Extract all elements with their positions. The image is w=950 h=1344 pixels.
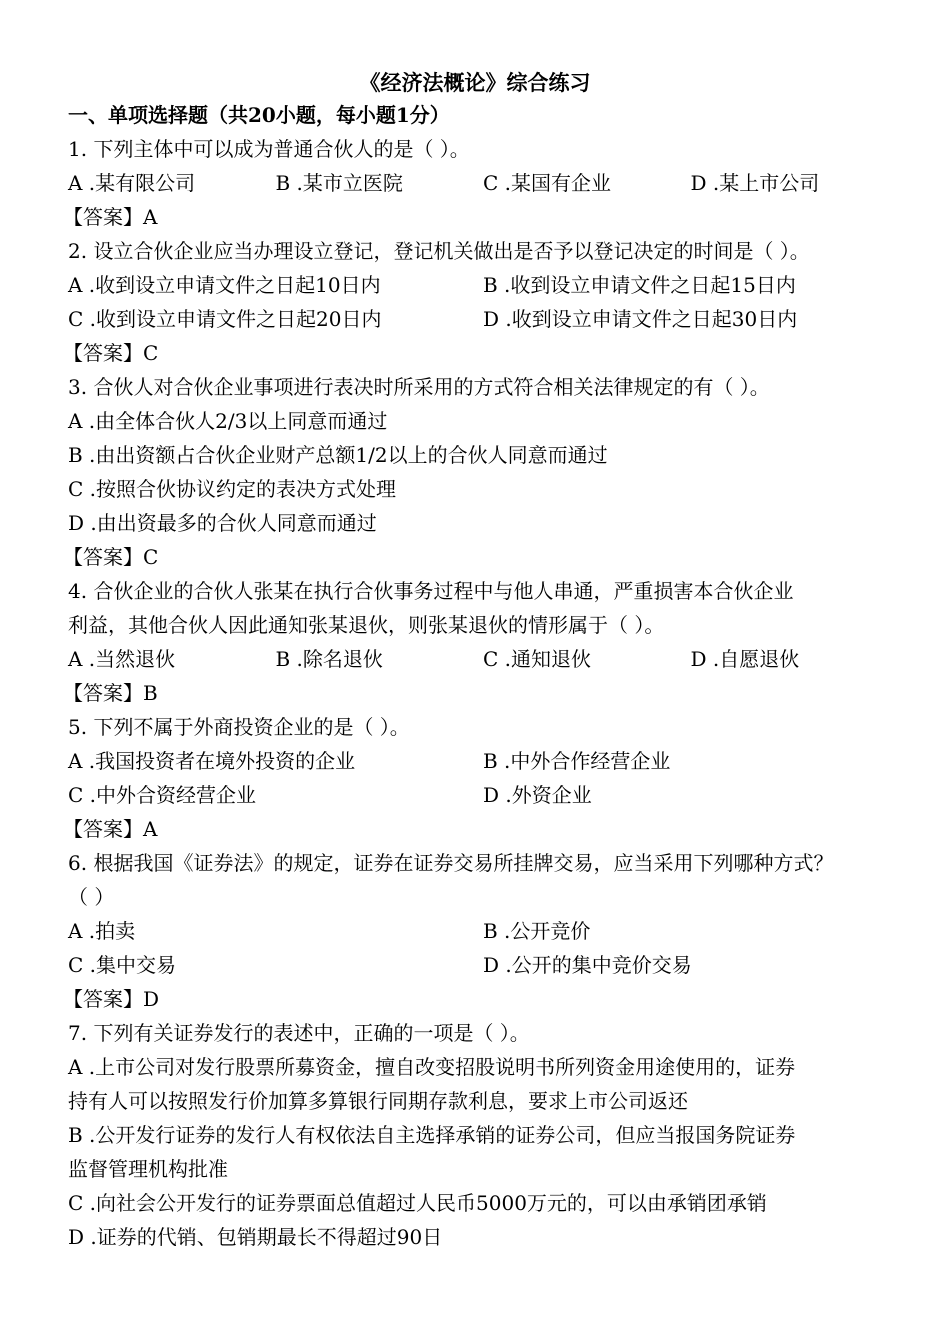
question-1-answer: 【答案】A [63,205,158,229]
option-a: A .收到设立申请文件之日起10日内 [68,273,381,297]
option-a: A .拍卖 [68,919,136,943]
question-2-answer: 【答案】C [63,341,159,365]
option-d: D .收到设立申请文件之日起30日内 [483,307,798,331]
option-b-line-1: B .公开发行证券的发行人有权依法自主选择承销的证券公司，但应当报国务院证券 [68,1123,796,1147]
question-5-options-row-2 [68,778,898,812]
question-5-stem: 5. 下列不属于外商投资企业的是（ ）。 [68,715,410,739]
option-c: C .收到设立申请文件之日起20日内 [68,307,382,331]
question-5-answer: 【答案】A [63,817,158,841]
option-a: A .某有限公司 [68,171,196,195]
question-6-options-row-1 [68,914,898,948]
question-3-answer: 【答案】C [63,545,159,569]
question-6-answer: 【答案】D [63,987,160,1011]
option-b: B .收到设立申请文件之日起15日内 [483,273,796,297]
option-b: B .公开竞价 [483,919,591,943]
question-3-stem: 3. 合伙人对合伙企业事项进行表决时所采用的方式符合相关法律规定的有（ ）。 [68,375,770,399]
option-d: D .公开的集中竞价交易 [483,953,692,977]
question-2-options-row-2 [68,302,898,336]
option-b: B .由出资额占合伙企业财产总额1/2以上的合伙人同意而通过 [68,443,608,467]
option-c: C .按照合伙协议约定的表决方式处理 [68,477,397,501]
option-a: A .当然退伙 [68,647,176,671]
option-c: C .集中交易 [68,953,177,977]
question-4-stem-line-2: 利益，其他合伙人因此通知张某退伙，则张某退伙的情形属于（ ）。 [68,613,665,637]
option-d: D .外资企业 [483,783,592,807]
option-c: C .向社会公开发行的证券票面总值超过人民币5000万元的，可以由承销团承销 [68,1191,767,1215]
question-6-options-row-2 [68,948,898,982]
question-5-options-row-1 [68,744,898,778]
question-4-options [68,642,898,676]
option-a-line-2: 持有人可以按照发行价加算多算银行同期存款利息，要求上市公司返还 [68,1089,688,1113]
section-heading: 一、单项选择题（共20小题，每小题1分） [68,103,450,127]
question-1-options [68,166,898,200]
option-a: A .我国投资者在境外投资的企业 [68,749,356,773]
question-4-stem-line-1: 4. 合伙企业的合伙人张某在执行合伙事务过程中与他人串通，严重损害本合伙企业 [68,579,794,603]
document-body [63,98,898,1254]
question-2-stem: 2. 设立合伙企业应当办理设立登记，登记机关做出是否予以登记决定的时间是（ ）。 [68,239,810,263]
option-d: D .某上市公司 [690,171,820,195]
question-1-stem: 1. 下列主体中可以成为普通合伙人的是（ ）。 [68,137,470,161]
option-c: C .通知退伙 [483,647,592,671]
question-2-options-row-1 [68,268,898,302]
option-d: D .证券的代销、包销期最长不得超过90日 [68,1225,443,1249]
option-b-line-2: 监督管理机构批准 [68,1157,228,1181]
option-b: B .除名退伙 [275,647,383,671]
question-6-stem-line-2: （ ） [68,885,115,909]
option-b: B .某市立医院 [275,171,403,195]
document-title: 《经济法概论》综合练习 [359,70,591,95]
question-4-answer: 【答案】B [63,681,158,705]
option-c: C .中外合资经营企业 [68,783,257,807]
option-a: A .由全体合伙人2/3以上同意而通过 [68,409,388,433]
question-7-stem: 7. 下列有关证券发行的表述中，正确的一项是（ ）。 [68,1021,530,1045]
option-c: C .某国有企业 [483,171,612,195]
option-a-line-1: A .上市公司对发行股票所募资金，擅自改变招股说明书所列资金用途使用的，证券 [68,1055,796,1079]
question-6-stem-line-1: 6. 根据我国《证券法》的规定，证券在证券交易所挂牌交易，应当采用下列哪种方式？ [68,851,834,875]
option-d: D .由出资最多的合伙人同意而通过 [68,511,377,535]
option-d: D .自愿退伙 [690,647,800,671]
option-b: B .中外合作经营企业 [483,749,671,773]
